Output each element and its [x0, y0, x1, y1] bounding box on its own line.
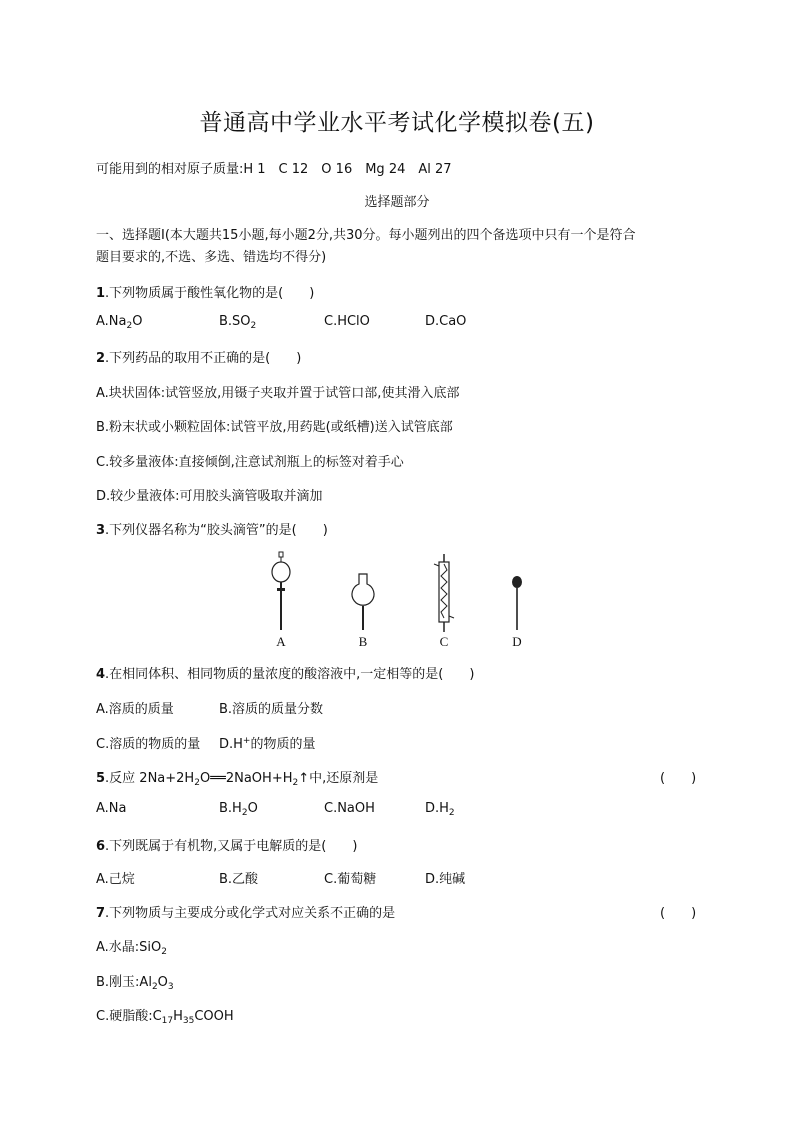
q7-option-b[interactable]: B.刚玉$:Al_2O_3$ [96, 975, 174, 992]
page-title: 普通高中学业水平考试化学模拟卷(五) [199, 110, 595, 136]
q5-option-d[interactable]: $D.H_2$ [425, 801, 455, 818]
q5-option-a[interactable]: A.Na [96, 801, 127, 816]
question-number: 7 [96, 906, 106, 921]
question-number: 5 [96, 771, 106, 786]
question-text: .下列既属于有机物,又属于电解质的是( ) [105, 839, 358, 854]
question-3-stem [96, 519, 328, 538]
question-text: .在相同体积、相同物质的量浓度的酸溶液中,一定相等的是( ) [105, 667, 475, 682]
q6-option-c[interactable]: C.葡萄糖 [324, 872, 377, 887]
question-number: 3 [96, 523, 106, 538]
section-instructions [96, 225, 636, 269]
q2-option-b[interactable]: B.粉末状或小颗粒固体:试管平放,用药匙(或纸槽)送入试管底部 [96, 420, 453, 435]
instructions-line-2: 题目要求的,不选、多选、错选均不得分) [96, 250, 327, 265]
q4-option-b[interactable]: B.溶质的质量分数 [219, 702, 324, 717]
question-5-stem: 5.反应 $2Na+2H_2O══2NaOH+H_2↑$中,还原剂是 [96, 771, 379, 788]
instructions-line-1: 一、选择题Ⅰ(本大题共15小题,每小题2分,共30分。每小题列出的四个备选项中只有一个是符合 [96, 228, 636, 243]
q2-option-c[interactable]: C.较多量液体:直接倾倒,注意试剂瓶上的标签对着手心 [96, 455, 404, 470]
apparatus-label-a: A [276, 634, 286, 649]
answer-bracket: ( ) [660, 771, 697, 786]
section-header: 选择题部分 [364, 195, 430, 210]
q6-option-a[interactable]: A.己烷 [96, 872, 135, 887]
question-number: 1 [96, 286, 106, 301]
question-text: .下列仪器名称为“胶头滴管”的是( ) [105, 523, 328, 538]
q1-option-d[interactable]: D.CaO [425, 314, 467, 329]
q5-option-b[interactable]: $B.H_2O$ [219, 801, 258, 818]
apparatus-label-d: D [512, 634, 522, 649]
q1-option-b[interactable]: $B.SO_2$ [219, 314, 257, 331]
question-2-stem [96, 347, 301, 366]
q2-option-d[interactable]: D.较少量液体:可用胶头滴管吸取并滴加 [96, 489, 323, 504]
question-6-stem [96, 835, 357, 854]
q4-option-d[interactable]: D.H+的物质的量 [219, 736, 316, 752]
apparatus-label-b: B [358, 634, 368, 649]
atomic-masses: 可能用到的相对原子质量:H 1 C 12 O 16 Mg 24 Al 27 [96, 162, 452, 177]
q4-option-c[interactable]: C.溶质的物质的量 [96, 737, 201, 752]
answer-bracket: ( ) [660, 906, 697, 921]
q6-option-d[interactable]: D.纯碱 [425, 872, 466, 887]
q1-option-a[interactable]: $A.Na_2O$ [96, 314, 143, 331]
q1-option-c[interactable]: C.HClO [324, 314, 370, 329]
question-text: .下列物质与主要成分或化学式对应关系不正确的是 [105, 906, 396, 921]
question-7-stem [96, 902, 395, 921]
question-number: 2 [96, 351, 106, 366]
q7-option-a[interactable]: A.水晶:SiO$_2$ [96, 940, 168, 957]
apparatus-label-c: C [439, 634, 449, 649]
question-4-stem [96, 663, 474, 682]
q4-option-a[interactable]: A.溶质的质量 [96, 702, 174, 717]
question-number: 6 [96, 839, 106, 854]
q6-option-b[interactable]: B.乙酸 [219, 872, 259, 887]
condenser-icon[interactable] [431, 552, 457, 634]
question-number: 4 [96, 667, 106, 682]
dropper-icon[interactable] [507, 574, 527, 632]
question-text: .下列物质属于酸性氧化物的是( ) [105, 286, 315, 301]
question-text: .下列药品的取用不正确的是( ) [105, 351, 302, 366]
q5-option-c[interactable]: C.NaOH [324, 801, 375, 816]
separatory-funnel-icon[interactable] [266, 550, 296, 632]
flask-icon[interactable] [348, 572, 378, 632]
question-1-stem [96, 282, 314, 301]
q7-option-c[interactable]: C.硬脂酸$:C_{17}H_{35}COOH$ [96, 1009, 234, 1026]
q2-option-a[interactable]: A.块状固体:试管竖放,用镊子夹取并置于试管口部,使其滑入底部 [96, 386, 460, 401]
